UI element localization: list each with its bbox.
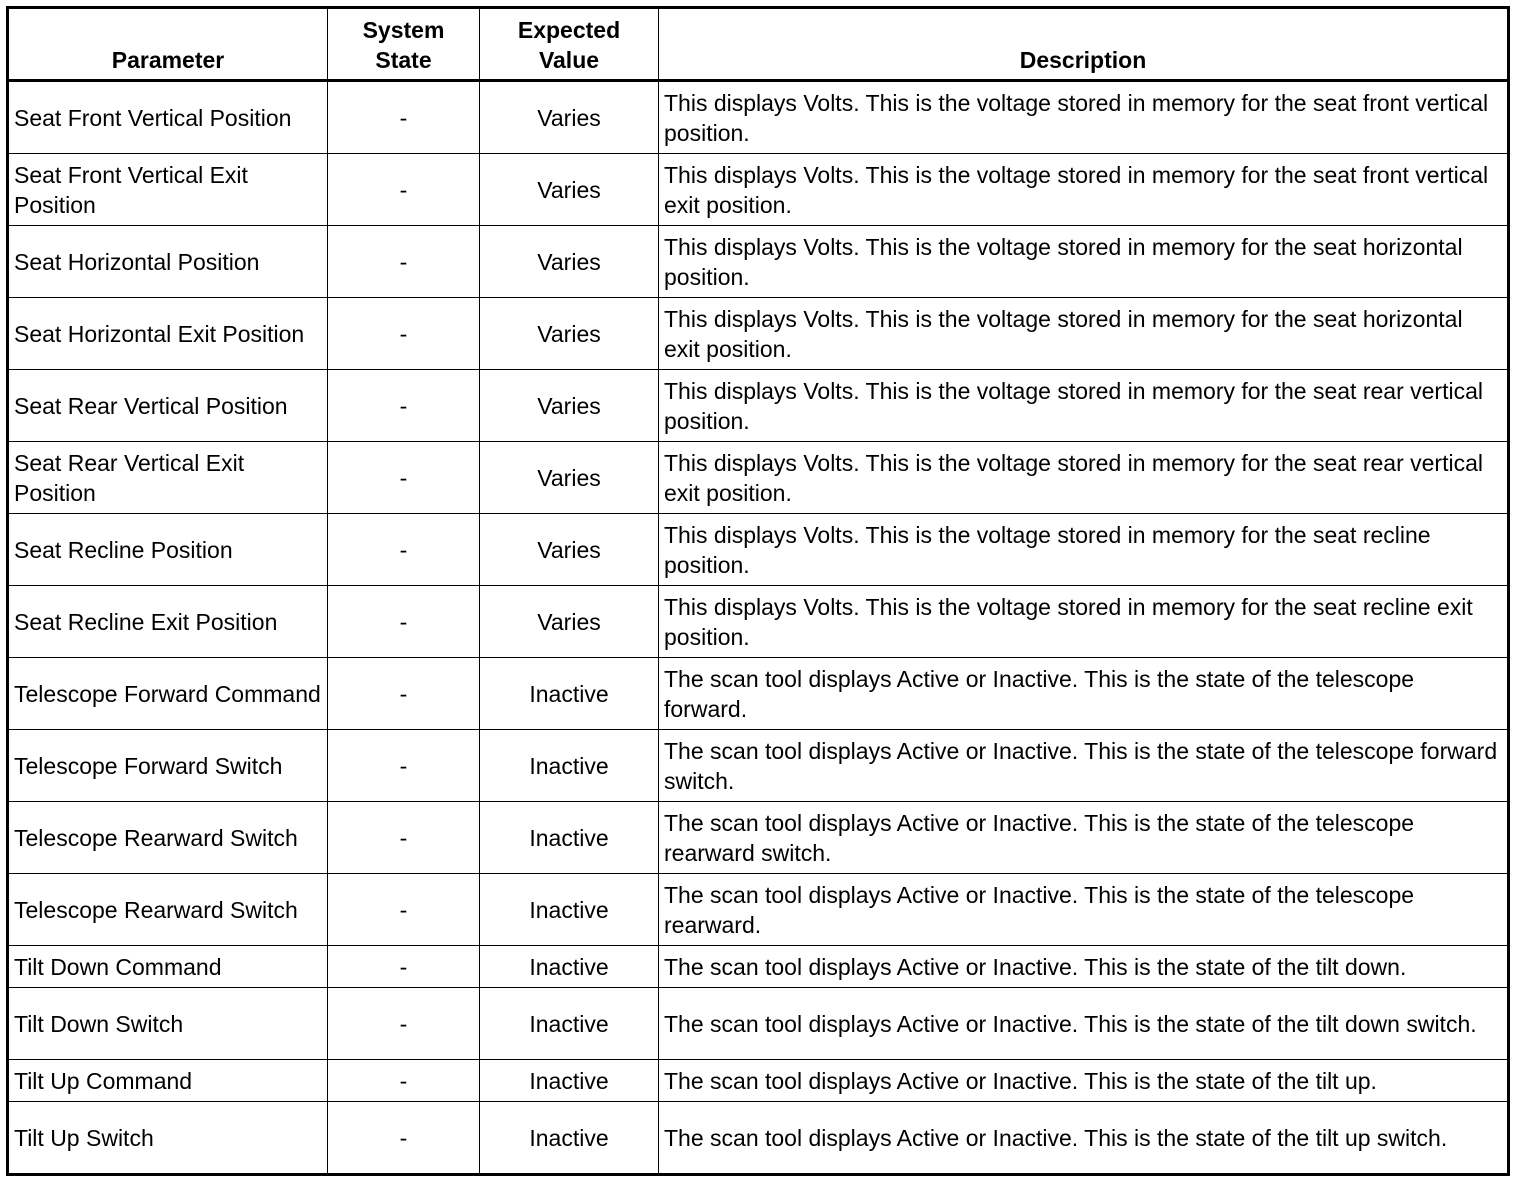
system-state-cell: -	[328, 514, 480, 586]
table-row	[8, 154, 1509, 226]
parameter-cell: Telescope Rearward Switch	[8, 874, 328, 946]
expected-value-cell: Varies	[480, 226, 659, 298]
description-cell: This displays Volts. This is the voltage stored in memory for the seat recline position.	[659, 514, 1509, 586]
system-state-cell: -	[328, 946, 480, 988]
system-state-cell: -	[328, 586, 480, 658]
parameter-cell: Telescope Forward Command	[8, 658, 328, 730]
expected-value-cell: Inactive	[480, 802, 659, 874]
description-cell: This displays Volts. This is the voltage stored in memory for the seat rear vertical position.	[659, 370, 1509, 442]
parameter-cell: Seat Front Vertical Position	[8, 81, 328, 154]
header-description: Description	[659, 8, 1509, 81]
table-row	[8, 1060, 1509, 1102]
expected-value-cell: Varies	[480, 298, 659, 370]
header-expected-value: Expected Value	[480, 8, 659, 81]
table-row	[8, 730, 1509, 802]
expected-value-cell: Inactive	[480, 946, 659, 988]
parameter-cell: Seat Front Vertical Exit Position	[8, 154, 328, 226]
header-row	[8, 8, 1509, 81]
system-state-cell: -	[328, 988, 480, 1060]
description-cell: The scan tool displays Active or Inactive. This is the state of the tilt up switch.	[659, 1102, 1509, 1175]
parameter-cell: Telescope Forward Switch	[8, 730, 328, 802]
system-state-cell: -	[328, 442, 480, 514]
parameter-cell: Telescope Rearward Switch	[8, 802, 328, 874]
description-cell: This displays Volts. This is the voltage stored in memory for the seat horizontal exit position.	[659, 298, 1509, 370]
system-state-cell: -	[328, 874, 480, 946]
system-state-cell: -	[328, 81, 480, 154]
table-row	[8, 658, 1509, 730]
expected-value-cell: Varies	[480, 154, 659, 226]
expected-value-cell: Inactive	[480, 1102, 659, 1175]
parameter-table	[6, 6, 1510, 1176]
table-row	[8, 442, 1509, 514]
table-row	[8, 370, 1509, 442]
description-cell: The scan tool displays Active or Inactive. This is the state of the tilt down.	[659, 946, 1509, 988]
table-row	[8, 946, 1509, 988]
table-row	[8, 81, 1509, 154]
system-state-cell: -	[328, 226, 480, 298]
table-row	[8, 874, 1509, 946]
header-system-state: System State	[328, 8, 480, 81]
table-row	[8, 586, 1509, 658]
description-cell: The scan tool displays Active or Inactive. This is the state of the telescope forward.	[659, 658, 1509, 730]
parameter-cell: Tilt Down Switch	[8, 988, 328, 1060]
table-row	[8, 988, 1509, 1060]
table-row	[8, 298, 1509, 370]
system-state-cell: -	[328, 802, 480, 874]
description-cell: The scan tool displays Active or Inactive. This is the state of the tilt down switch.	[659, 988, 1509, 1060]
parameter-cell: Seat Recline Position	[8, 514, 328, 586]
table-row	[8, 802, 1509, 874]
description-cell: This displays Volts. This is the voltage stored in memory for the seat front vertical exit position.	[659, 154, 1509, 226]
parameter-cell: Seat Horizontal Exit Position	[8, 298, 328, 370]
expected-value-cell: Varies	[480, 586, 659, 658]
system-state-cell: -	[328, 1102, 480, 1175]
parameter-cell: Tilt Up Switch	[8, 1102, 328, 1175]
system-state-cell: -	[328, 154, 480, 226]
description-cell: This displays Volts. This is the voltage stored in memory for the seat rear vertical exit position.	[659, 442, 1509, 514]
expected-value-cell: Inactive	[480, 874, 659, 946]
parameter-cell: Seat Rear Vertical Exit Position	[8, 442, 328, 514]
description-cell: This displays Volts. This is the voltage stored in memory for the seat horizontal position.	[659, 226, 1509, 298]
parameter-cell: Seat Horizontal Position	[8, 226, 328, 298]
expected-value-cell: Varies	[480, 442, 659, 514]
description-cell: The scan tool displays Active or Inactive. This is the state of the telescope rearward.	[659, 874, 1509, 946]
expected-value-cell: Inactive	[480, 658, 659, 730]
parameter-cell: Seat Recline Exit Position	[8, 586, 328, 658]
description-cell: The scan tool displays Active or Inactive. This is the state of the tilt up.	[659, 1060, 1509, 1102]
system-state-cell: -	[328, 1060, 480, 1102]
parameter-cell: Tilt Up Command	[8, 1060, 328, 1102]
table-row	[8, 226, 1509, 298]
description-cell: This displays Volts. This is the voltage stored in memory for the seat front vertical position.	[659, 81, 1509, 154]
system-state-cell: -	[328, 298, 480, 370]
expected-value-cell: Varies	[480, 81, 659, 154]
expected-value-cell: Inactive	[480, 730, 659, 802]
system-state-cell: -	[328, 370, 480, 442]
system-state-cell: -	[328, 658, 480, 730]
description-cell: The scan tool displays Active or Inactive. This is the state of the telescope forward switch.	[659, 730, 1509, 802]
table-row	[8, 514, 1509, 586]
expected-value-cell: Varies	[480, 514, 659, 586]
header-parameter: Parameter	[8, 8, 328, 81]
expected-value-cell: Varies	[480, 370, 659, 442]
parameter-cell: Tilt Down Command	[8, 946, 328, 988]
parameter-cell: Seat Rear Vertical Position	[8, 370, 328, 442]
expected-value-cell: Inactive	[480, 988, 659, 1060]
expected-value-cell: Inactive	[480, 1060, 659, 1102]
table-row	[8, 1102, 1509, 1175]
description-cell: The scan tool displays Active or Inactive. This is the state of the telescope rearward switch.	[659, 802, 1509, 874]
description-cell: This displays Volts. This is the voltage stored in memory for the seat recline exit position.	[659, 586, 1509, 658]
system-state-cell: -	[328, 730, 480, 802]
